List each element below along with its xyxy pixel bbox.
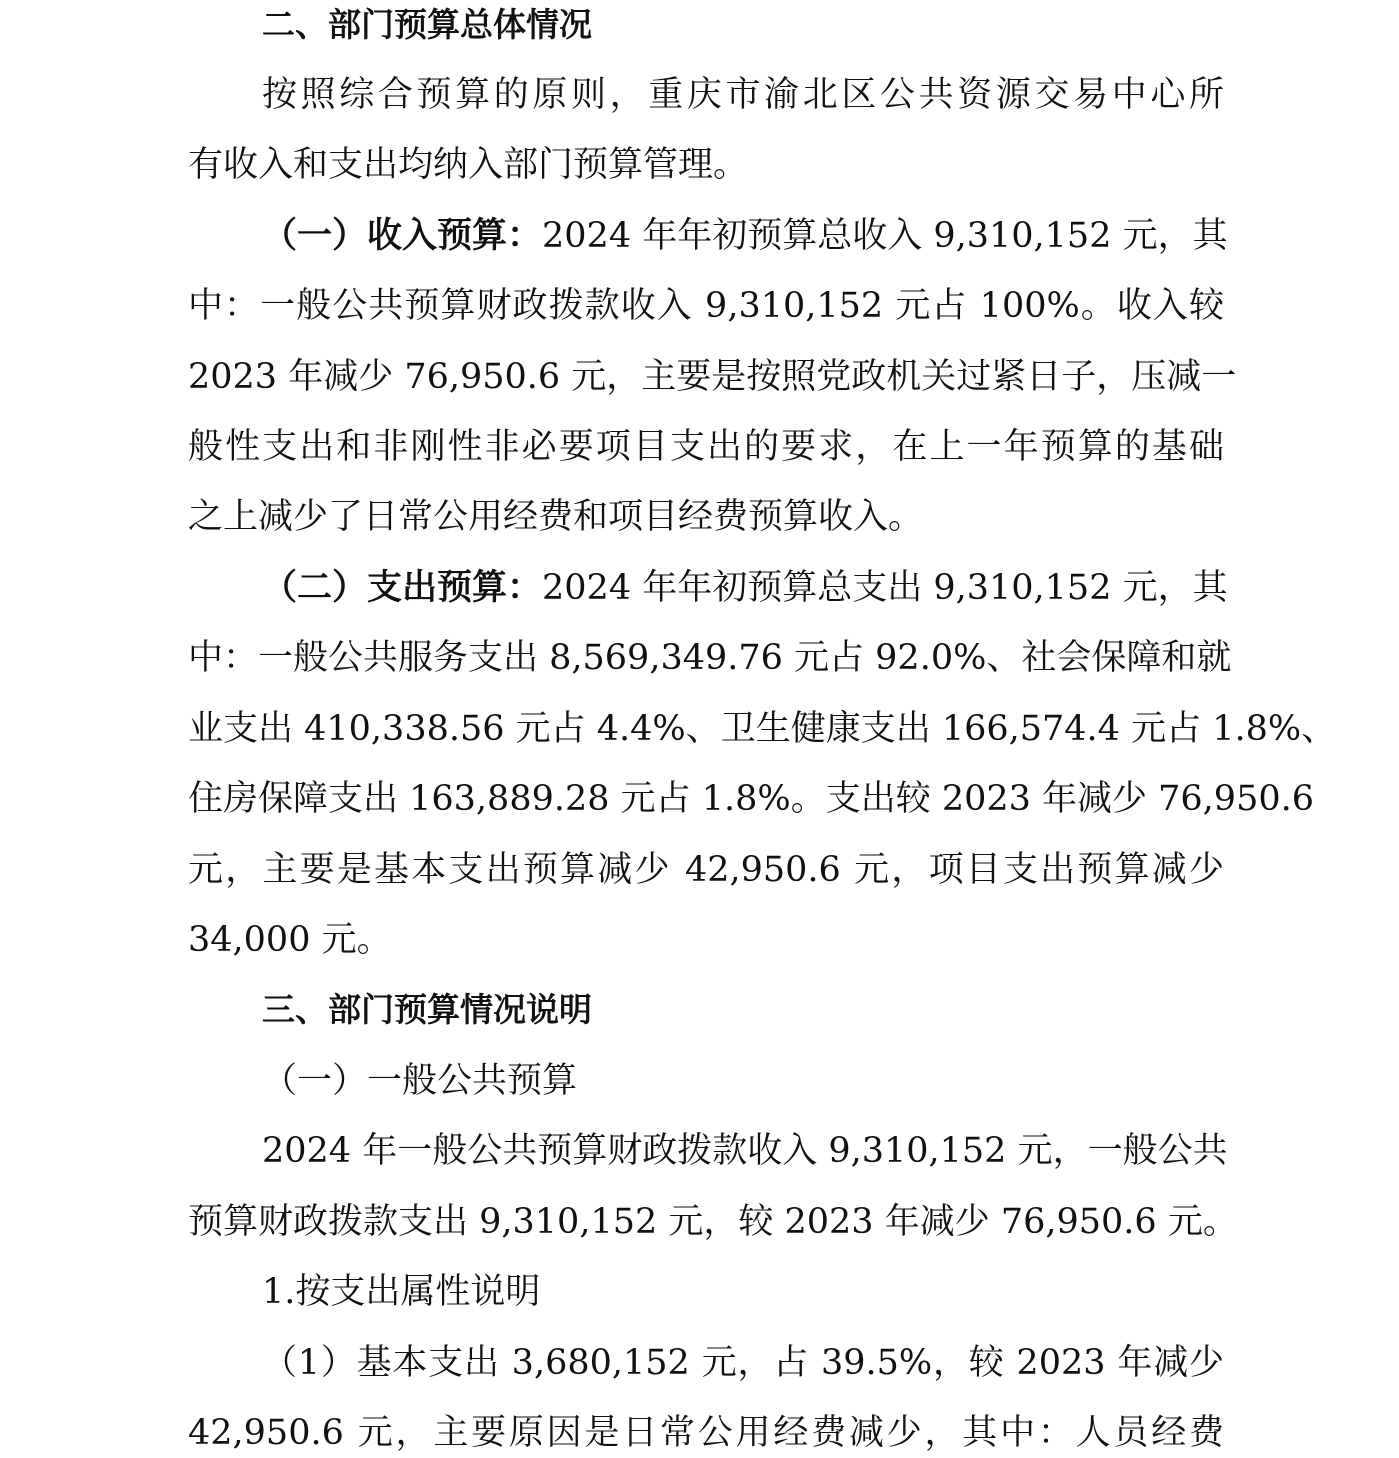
paragraph-line: 业支出 410,338.56 元占 4.4%、卫生健康支出 166,574.4 元占 1.8%、 xyxy=(188,709,1337,749)
income-first-line xyxy=(262,211,1228,261)
subsection-title: （一）一般公共预算 xyxy=(262,1061,578,1101)
paragraph-line: 按照综合预算的原则，重庆市渝北区公共资源交易中心所 xyxy=(262,75,1224,115)
expense-label: （二）支出预算： xyxy=(262,568,543,608)
income-text: 2024 年年初预算总收入 9,310,152 元，其 xyxy=(542,216,1228,256)
income-label: （一）收入预算： xyxy=(262,216,543,256)
paragraph-line: （1）基本支出 3,680,152 元，占 39.5%，较 2023 年减少 xyxy=(262,1343,1224,1383)
paragraph-line: 有收入和支出均纳入部门预算管理。 xyxy=(188,145,749,185)
expense-text: 2024 年年初预算总支出 9,310,152 元，其 xyxy=(542,568,1228,608)
paragraph-line: 住房保障支出 163,889.28 元占 1.8%。支出较 2023 年减少 76,950.6 xyxy=(188,779,1314,819)
expense-first-line xyxy=(262,563,1228,613)
paragraph-line: 之上减少了日常公用经费和项目经费预算收入。 xyxy=(188,497,924,537)
paragraph-line: 般性支出和非刚性非必要项目支出的要求，在上一年预算的基础 xyxy=(188,427,1224,467)
paragraph-line: 元，主要是基本支出预算减少 42,950.6 元，项目支出预算减少 xyxy=(188,850,1224,890)
paragraph-line: 2023 年减少 76,950.6 元，主要是按照党政机关过紧日子，压减一 xyxy=(188,357,1237,397)
paragraph-line: 42,950.6 元，主要原因是日常公用经费减少，其中：人员经费 xyxy=(188,1413,1224,1453)
paragraph-line: 34,000 元。 xyxy=(188,920,392,960)
paragraph-line: 2024 年一般公共预算财政拨款收入 9,310,152 元，一般公共 xyxy=(262,1131,1228,1171)
section2-heading: 二、部门预算总体情况 xyxy=(262,5,592,44)
paragraph-line: 预算财政拨款支出 9,310,152 元，较 2023 年减少 76,950.6 元。 xyxy=(188,1202,1238,1242)
paragraph-line: 中：一般公共预算财政拨款收入 9,310,152 元占 100%。收入较 xyxy=(188,286,1224,326)
section3-heading: 三、部门预算情况说明 xyxy=(262,990,592,1029)
item-title: 1.按支出属性说明 xyxy=(262,1272,541,1312)
paragraph-line: 中：一般公共服务支出 8,569,349.76 元占 92.0%、社会保障和就 xyxy=(188,638,1232,678)
